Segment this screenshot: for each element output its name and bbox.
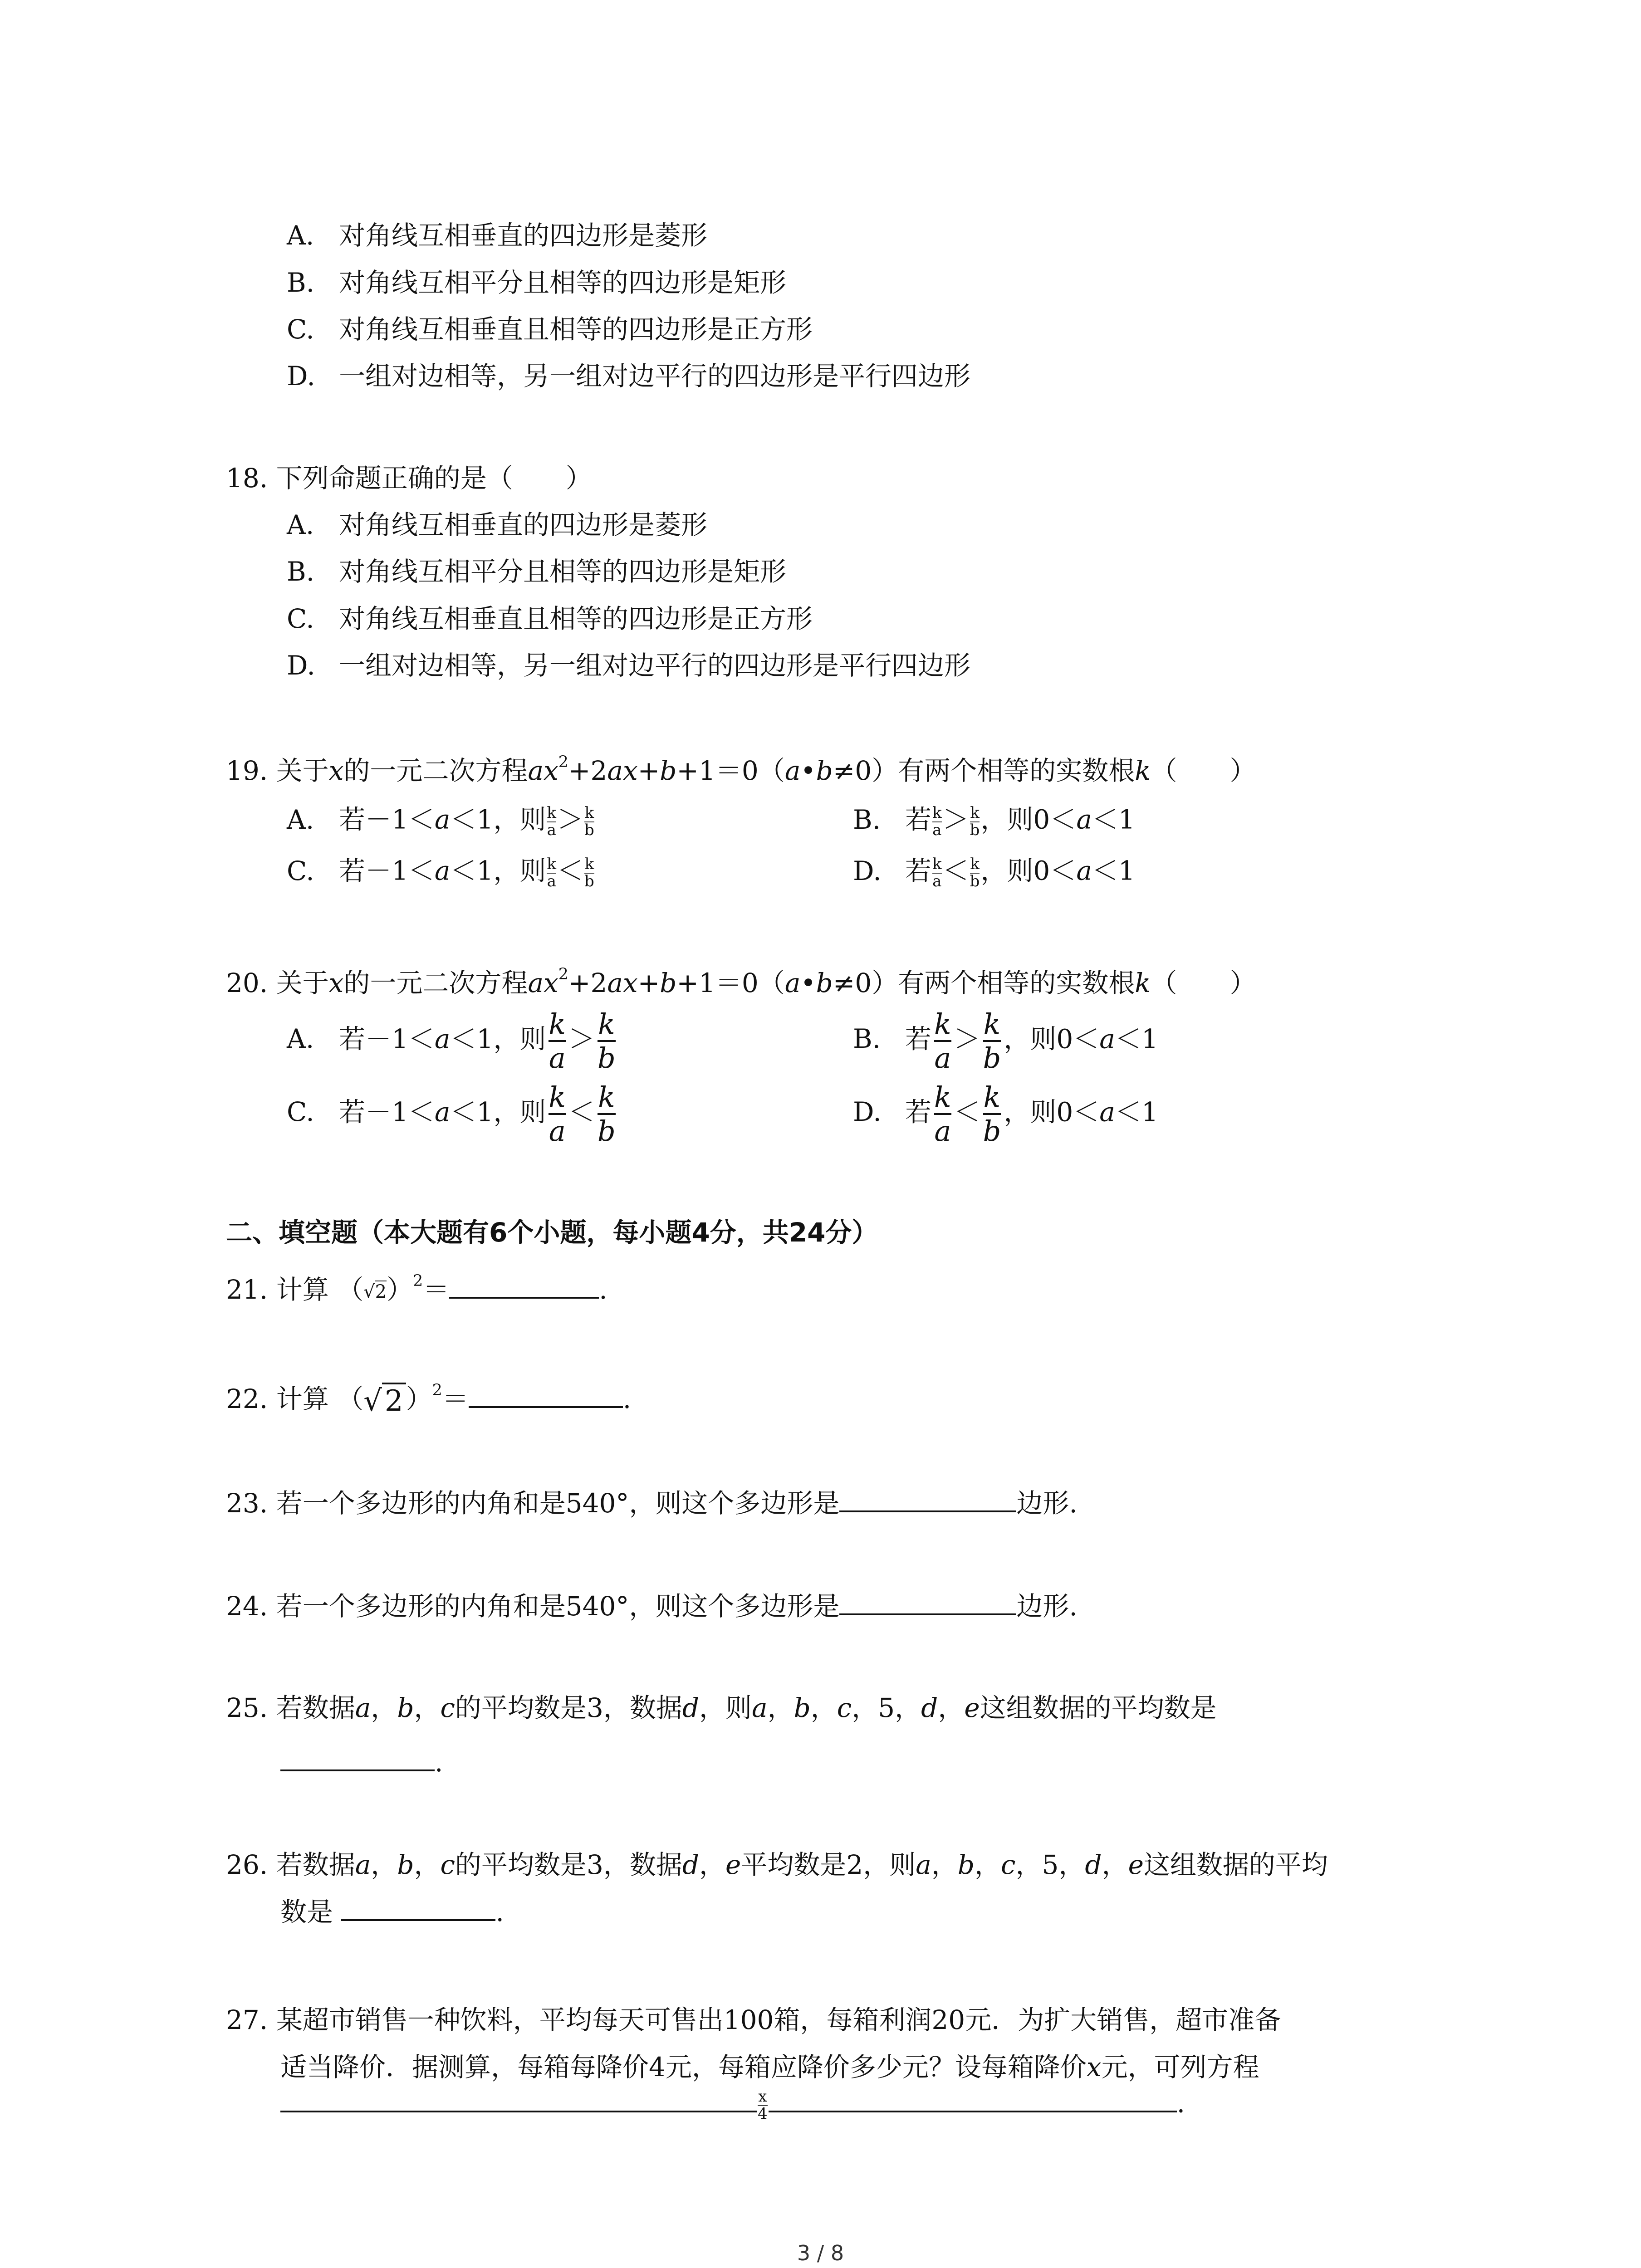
fraction: $\frac{k}{a}$ — [549, 1080, 566, 1148]
q27-line2: 适当降价．据测算，每箱每降价4元，每箱应降价多少元？设每箱降价x元，可列方程 — [280, 2052, 1259, 2082]
answer-blank[interactable] — [280, 1769, 435, 1771]
q18-option-a: A. 对角线互相垂直的四边形是菱形 — [287, 509, 708, 540]
q26-line2: 数是 . — [280, 1897, 504, 1927]
fraction: $\frac{k}{b}$ — [598, 1007, 616, 1075]
q21: 21. 计算 $(√2)^2=$ . — [226, 1272, 607, 1305]
answer-blank[interactable] — [839, 1613, 1016, 1615]
answer-blank[interactable] — [839, 1510, 1016, 1512]
q20-option-b: B. 若 $\frac{k}{a}$ ＞ $\frac{k}{b}$ ，则0＜a＜1 — [853, 1007, 1158, 1075]
answer-blank[interactable] — [341, 1919, 495, 1921]
q18-option-d: D. 一组对边相等，另一组对边平行的四边形是平行四边形 — [287, 650, 971, 681]
q20-stem: 20. 关于x的一元二次方程$ax^2+2ax+b+1=0(a•b\ne 0)$有两个相等的实数根k（ ） — [226, 965, 1256, 998]
q19-stem: 19. 关于x的一元二次方程$ax^2+2ax+b+1=0(a•b\ne 0)$有两个相等的实数根k（ ） — [226, 753, 1256, 786]
q18-stem: 18. 下列命题正确的是（ ） — [226, 463, 592, 494]
q19-option-b: B. 若 $\frac{k}{a}$ ＞ $\frac{k}{b}$ ，则0＜a＜1 — [853, 804, 1135, 839]
fraction: $\frac{k}{b}$ — [983, 1007, 1001, 1075]
fraction: $\frac{k}{a}$ — [934, 1007, 951, 1075]
sqrt-expression: √2 — [363, 1281, 387, 1302]
q18-option-c: C. 对角线互相垂直且相等的四边形是正方形 — [287, 603, 813, 634]
q17-option-a: A. 对角线互相垂直的四边形是菱形 — [287, 220, 708, 251]
q17-option-d: D. 一组对边相等，另一组对边平行的四边形是平行四边形 — [287, 361, 971, 391]
fraction: $\frac{k}{a}$ — [934, 1080, 951, 1148]
sqrt-expression: √2 — [363, 1387, 406, 1416]
answer-blank[interactable] — [469, 1406, 623, 1408]
fraction: $\frac{k}{b}$ — [584, 804, 594, 839]
fraction: $\frac{k}{b}$ — [584, 855, 594, 890]
answer-blank[interactable] — [449, 1297, 599, 1299]
q19-option-c: C. 若－1＜a＜1，则 $\frac{k}{a}$ ＜ $\frac{k}{b}$ — [287, 855, 594, 890]
fraction: $\frac{k}{a}$ — [547, 855, 557, 890]
fraction: $\frac{k}{b}$ — [970, 804, 980, 839]
answer-blank[interactable] — [769, 2111, 1177, 2112]
fraction: $\frac{k}{a}$ — [547, 804, 557, 839]
q20-option-d: D. 若 $\frac{k}{a}$ ＜ $\frac{k}{b}$ ，则0＜a＜1 — [853, 1080, 1158, 1148]
page-number: 3 / 8 — [797, 2241, 844, 2265]
q20-option-c: C. 若－1＜a＜1，则 $\frac{k}{a}$ ＜ $\frac{k}{b}$ — [287, 1080, 616, 1148]
fraction: $\frac{k}{b}$ — [983, 1080, 1001, 1148]
q26-stem: 26. 若数据a，b，c的平均数是3，数据d，e平均数是2，则a，b，c，5，d，e这组数据的平均 — [226, 1849, 1328, 1880]
q25-stem: 25. 若数据a，b，c的平均数是3，数据d，则a，b，c，5，d，e这组数据的平均数是 — [226, 1692, 1217, 1723]
fraction: $\frac{k}{a}$ — [932, 804, 942, 839]
q27-answer-line: $\frac{x}{4}$ . — [280, 2089, 1185, 2122]
q18-option-b: B. 对角线互相平分且相等的四边形是矩形 — [287, 556, 787, 587]
q19-option-d: D. 若 $\frac{k}{a}$ ＜ $\frac{k}{b}$ ，则0＜a＜1 — [853, 855, 1135, 890]
q17-option-b: B. 对角线互相平分且相等的四边形是矩形 — [287, 267, 787, 298]
q23: 23. 若一个多边形的内角和是540°，则这个多边形是 边形. — [226, 1488, 1078, 1519]
q24: 24. 若一个多边形的内角和是540°，则这个多边形是 边形. — [226, 1591, 1078, 1622]
q20-option-a: A. 若－1＜a＜1，则 $\frac{k}{a}$ ＞ $\frac{k}{b}$ — [287, 1007, 616, 1075]
q25-answer-line: . — [280, 1749, 443, 1775]
fraction: $\frac{k}{a}$ — [932, 855, 942, 890]
fraction: $\frac{x}{4}$ — [758, 2087, 768, 2123]
q17-option-c: C. 对角线互相垂直且相等的四边形是正方形 — [287, 314, 813, 345]
section-heading: 二、填空题（本大题有6个小题，每小题4分，共24分） — [226, 1217, 878, 1248]
fraction: $\frac{k}{b}$ — [598, 1080, 616, 1148]
q19-option-a: A. 若－1＜a＜1，则 $\frac{k}{a}$ ＞ $\frac{k}{b}$ — [287, 804, 594, 839]
fraction: $\frac{k}{a}$ — [549, 1007, 566, 1075]
q27-line1: 27. 某超市销售一种饮料，平均每天可售出100箱，每箱利润20元．为扩大销售，超市准备 — [226, 2004, 1281, 2035]
answer-blank[interactable] — [280, 2111, 757, 2112]
q22: 22. 计算 （√2 ）$^2$＝ . — [226, 1381, 632, 1418]
fraction: $\frac{k}{b}$ — [970, 855, 980, 890]
